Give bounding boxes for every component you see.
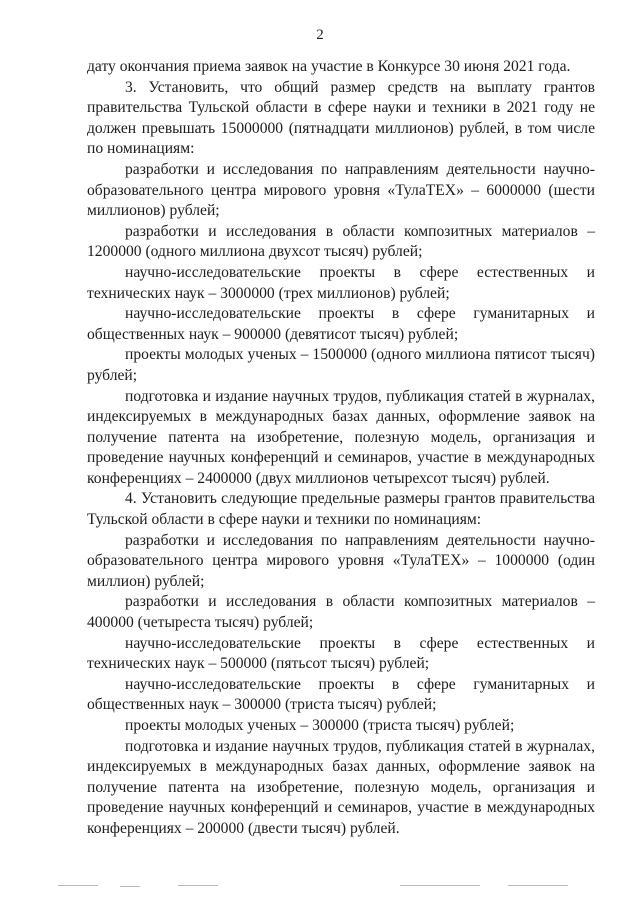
nomination-item: разработки и исследования в области композитных материалов – 400000 (четыреста тысяч) рублей; — [87, 593, 595, 632]
nomination-item: научно-исследовательские проекты в сфере гуманитарных и общественных наук – 900000 (девятисот тысяч) рублей; — [87, 305, 595, 343]
scan-speck — [400, 885, 480, 886]
nomination-item: проекты молодых ученых – 1500000 (одного миллиона пятисот тысяч) рублей; — [87, 346, 595, 384]
nomination-item: научно-исследовательские проекты в сфере естественных и технических наук – 3000000 (трех миллионов) рублей; — [87, 263, 595, 302]
nomination-item: научно-исследовательские проекты в сфере естественных и технических наук – 500000 (пятьсот тысяч) рублей; — [87, 634, 595, 673]
page-number: 2 — [316, 27, 324, 43]
nomination-item: разработки и исследования в области композитных материалов – 1200000 (одного миллиона двухсот тысяч) рублей; — [87, 222, 595, 261]
scan-speck — [58, 885, 98, 886]
nomination-item: разработки и исследования по направлениям деятельности научно-образовательного центра мирового уровня «ТулаТЕХ» – 6000000 (шести миллионов) рублей; — [87, 160, 595, 220]
scan-speck — [120, 886, 140, 887]
paragraph-clause-3: 3. Установить, что общий размер средств на выплату грантов правительства Тульской области в сфере науки и техники в 2021 году не должен превышать 15000000 (пятнадцати миллионов) рублей, в том числе по номинациям: — [87, 78, 595, 158]
document-body — [87, 57, 595, 840]
nomination-item: подготовка и издание научных трудов, публикация статей в журналах, индексируемых в международных базах данных, оформление заявок на получение патента на изобретение, полезную модель, организация и проведение научных конференций и семинаров, участие в международных конференциях – 200000 (двести тысяч) рублей. — [87, 737, 595, 837]
nomination-item: разработки и исследования по направлениям деятельности научно-образовательного центра мирового уровня «ТулаТЕХ» – 1000000 (один миллион) рублей; — [87, 531, 595, 590]
paragraph-continuation: дату окончания приема заявок на участие в Конкурсе 30 июня 2021 года. — [87, 58, 571, 75]
nomination-item: научно-исследовательские проекты в сфере гуманитарных и общественных наук – 300000 (триста тысяч) рублей; — [87, 675, 595, 714]
nomination-item: проекты молодых ученых – 300000 (триста тысяч) рублей; — [125, 717, 515, 734]
scan-speck — [178, 885, 218, 886]
paragraph-clause-4: 4. Установить следующие предельные размеры грантов правительства Тульской области в сфере науки и техники по номинациям: — [87, 490, 595, 529]
scan-artifacts — [0, 880, 640, 900]
nomination-item: подготовка и издание научных трудов, публикация статей в журналах, индексируемых в международных базах данных, оформление заявок на получение патента на изобретение, полезную модель, организация и проведение научных конференций и семинаров, участие в международных конференциях – 2400000 (двух миллионов четырехсот тысяч) рублей. — [87, 387, 595, 487]
scan-speck — [508, 885, 568, 886]
